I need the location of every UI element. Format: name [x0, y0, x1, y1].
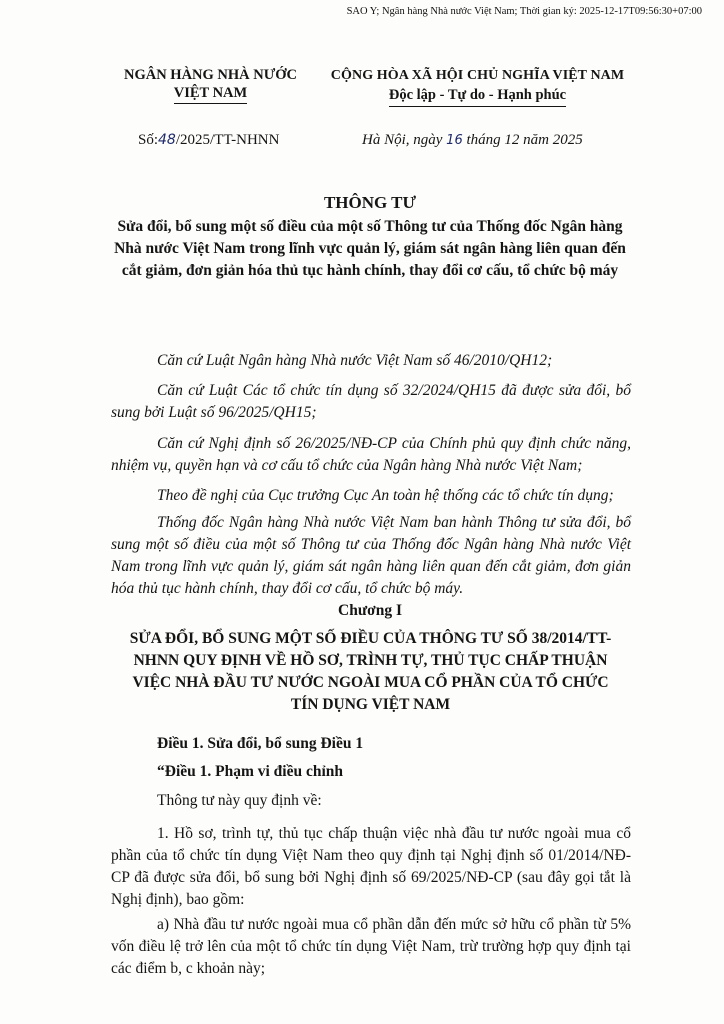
digital-signature-stamp: SAO Y; Ngân hàng Nhà nước Việt Nam; Thời gian ký: 2025-12-17T09:56:30+07:00	[346, 6, 702, 17]
chapter-label: Chương I	[338, 602, 402, 619]
clause-1: 1. Hồ sơ, trình tự, thủ tục chấp thuận việc nhà đầu tư nước ngoài mua cổ phần của tổ chức tín dụng Việt Nam theo quy định tại Nghị định số 01/2014/NĐ-CP đã được sửa đổi, bổ sung bởi Nghị định số 69/2025/NĐ-CP (sau đây gọi tắt là Nghị định), bao gồm:	[111, 825, 631, 908]
preamble-item: Căn cứ Luật Ngân hàng Nhà nước Việt Nam số 46/2010/QH12;	[157, 352, 553, 369]
preamble-item: Căn cứ Luật Các tổ chức tín dụng số 32/2024/QH15 đã được sửa đổi, bổ sung bởi Luật số 96/2025/QH15;	[111, 382, 631, 421]
document-title: THÔNG TƯ	[323, 193, 417, 212]
preamble-item: Thống đốc Ngân hàng Nhà nước Việt Nam ban hành Thông tư sửa đổi, bổ sung một số điều của một số Thông tư của Thống đốc Ngân hàng Nhà nước Việt Nam trong lĩnh vực quản lý, giám sát ngân hàng liên quan đến cắt giảm, đơn giản hóa thủ tục hành chính, thay đổi cơ cấu, tổ chức bộ máy.	[111, 514, 631, 597]
agency-name-line2: VIỆT NAM	[174, 84, 247, 104]
article-intro: Thông tư này quy định về:	[157, 792, 322, 809]
national-header	[325, 66, 630, 107]
handwritten-day: 16	[446, 133, 463, 148]
document-date: Hà Nội, ngày 16 tháng 12 năm 2025	[362, 132, 583, 148]
country-name: CỘNG HÒA XÃ HỘI CHỦ NGHĨA VIỆT NAM	[330, 68, 625, 83]
agency-name-line1: NGÂN HÀNG NHÀ NƯỚC	[123, 67, 298, 83]
document-number: Số:48/2025/TT-NHNN	[138, 132, 280, 148]
national-motto: Độc lập - Tự do - Hạnh phúc	[389, 86, 566, 107]
quoted-article-heading: “Điều 1. Phạm vi điều chỉnh	[157, 763, 344, 780]
issuing-agency	[98, 66, 323, 104]
article-heading: Điều 1. Sửa đổi, bổ sung Điều 1	[157, 735, 364, 752]
clause-1a: a) Nhà đầu tư nước ngoài mua cổ phần dẫn đến mức sở hữu cổ phần từ 5% vốn điều lệ trở lên của một tổ chức tín dụng Việt Nam, trừ trường hợp quy định tại các điểm b, c khoản này;	[111, 916, 631, 977]
document-subtitle: Sửa đổi, bổ sung một số điều của một số Thông tư của Thống đốc Ngân hàng Nhà nước Việt Nam trong lĩnh vực quản lý, giám sát ngân hàng liên quan đến cắt giảm, đơn giản hóa thủ tục hành chính, thay đổi cơ cấu, tổ chức bộ máy	[114, 218, 626, 279]
handwritten-number: 48	[158, 132, 176, 148]
preamble-item: Theo đề nghị của Cục trưởng Cục An toàn hệ thống các tổ chức tín dụng;	[157, 487, 614, 504]
chapter-title: SỬA ĐỔI, BỔ SUNG MỘT SỐ ĐIỀU CỦA THÔNG TƯ SỐ 38/2014/TT-NHNN QUY ĐỊNH VỀ HỒ SƠ, TRÌNH TỰ, THỦ TỤC CHẤP THUẬN VIỆC NHÀ ĐẦU TƯ NƯỚC NGOÀI MUA CỔ PHẦN CỦA TỔ CHỨC TÍN DỤNG VIỆT NAM	[129, 630, 612, 713]
preamble-item: Căn cứ Nghị định số 26/2025/NĐ-CP của Chính phủ quy định chức năng, nhiệm vụ, quyền hạn và cơ cấu tổ chức của Ngân hàng Nhà nước Việt Nam;	[111, 435, 631, 474]
